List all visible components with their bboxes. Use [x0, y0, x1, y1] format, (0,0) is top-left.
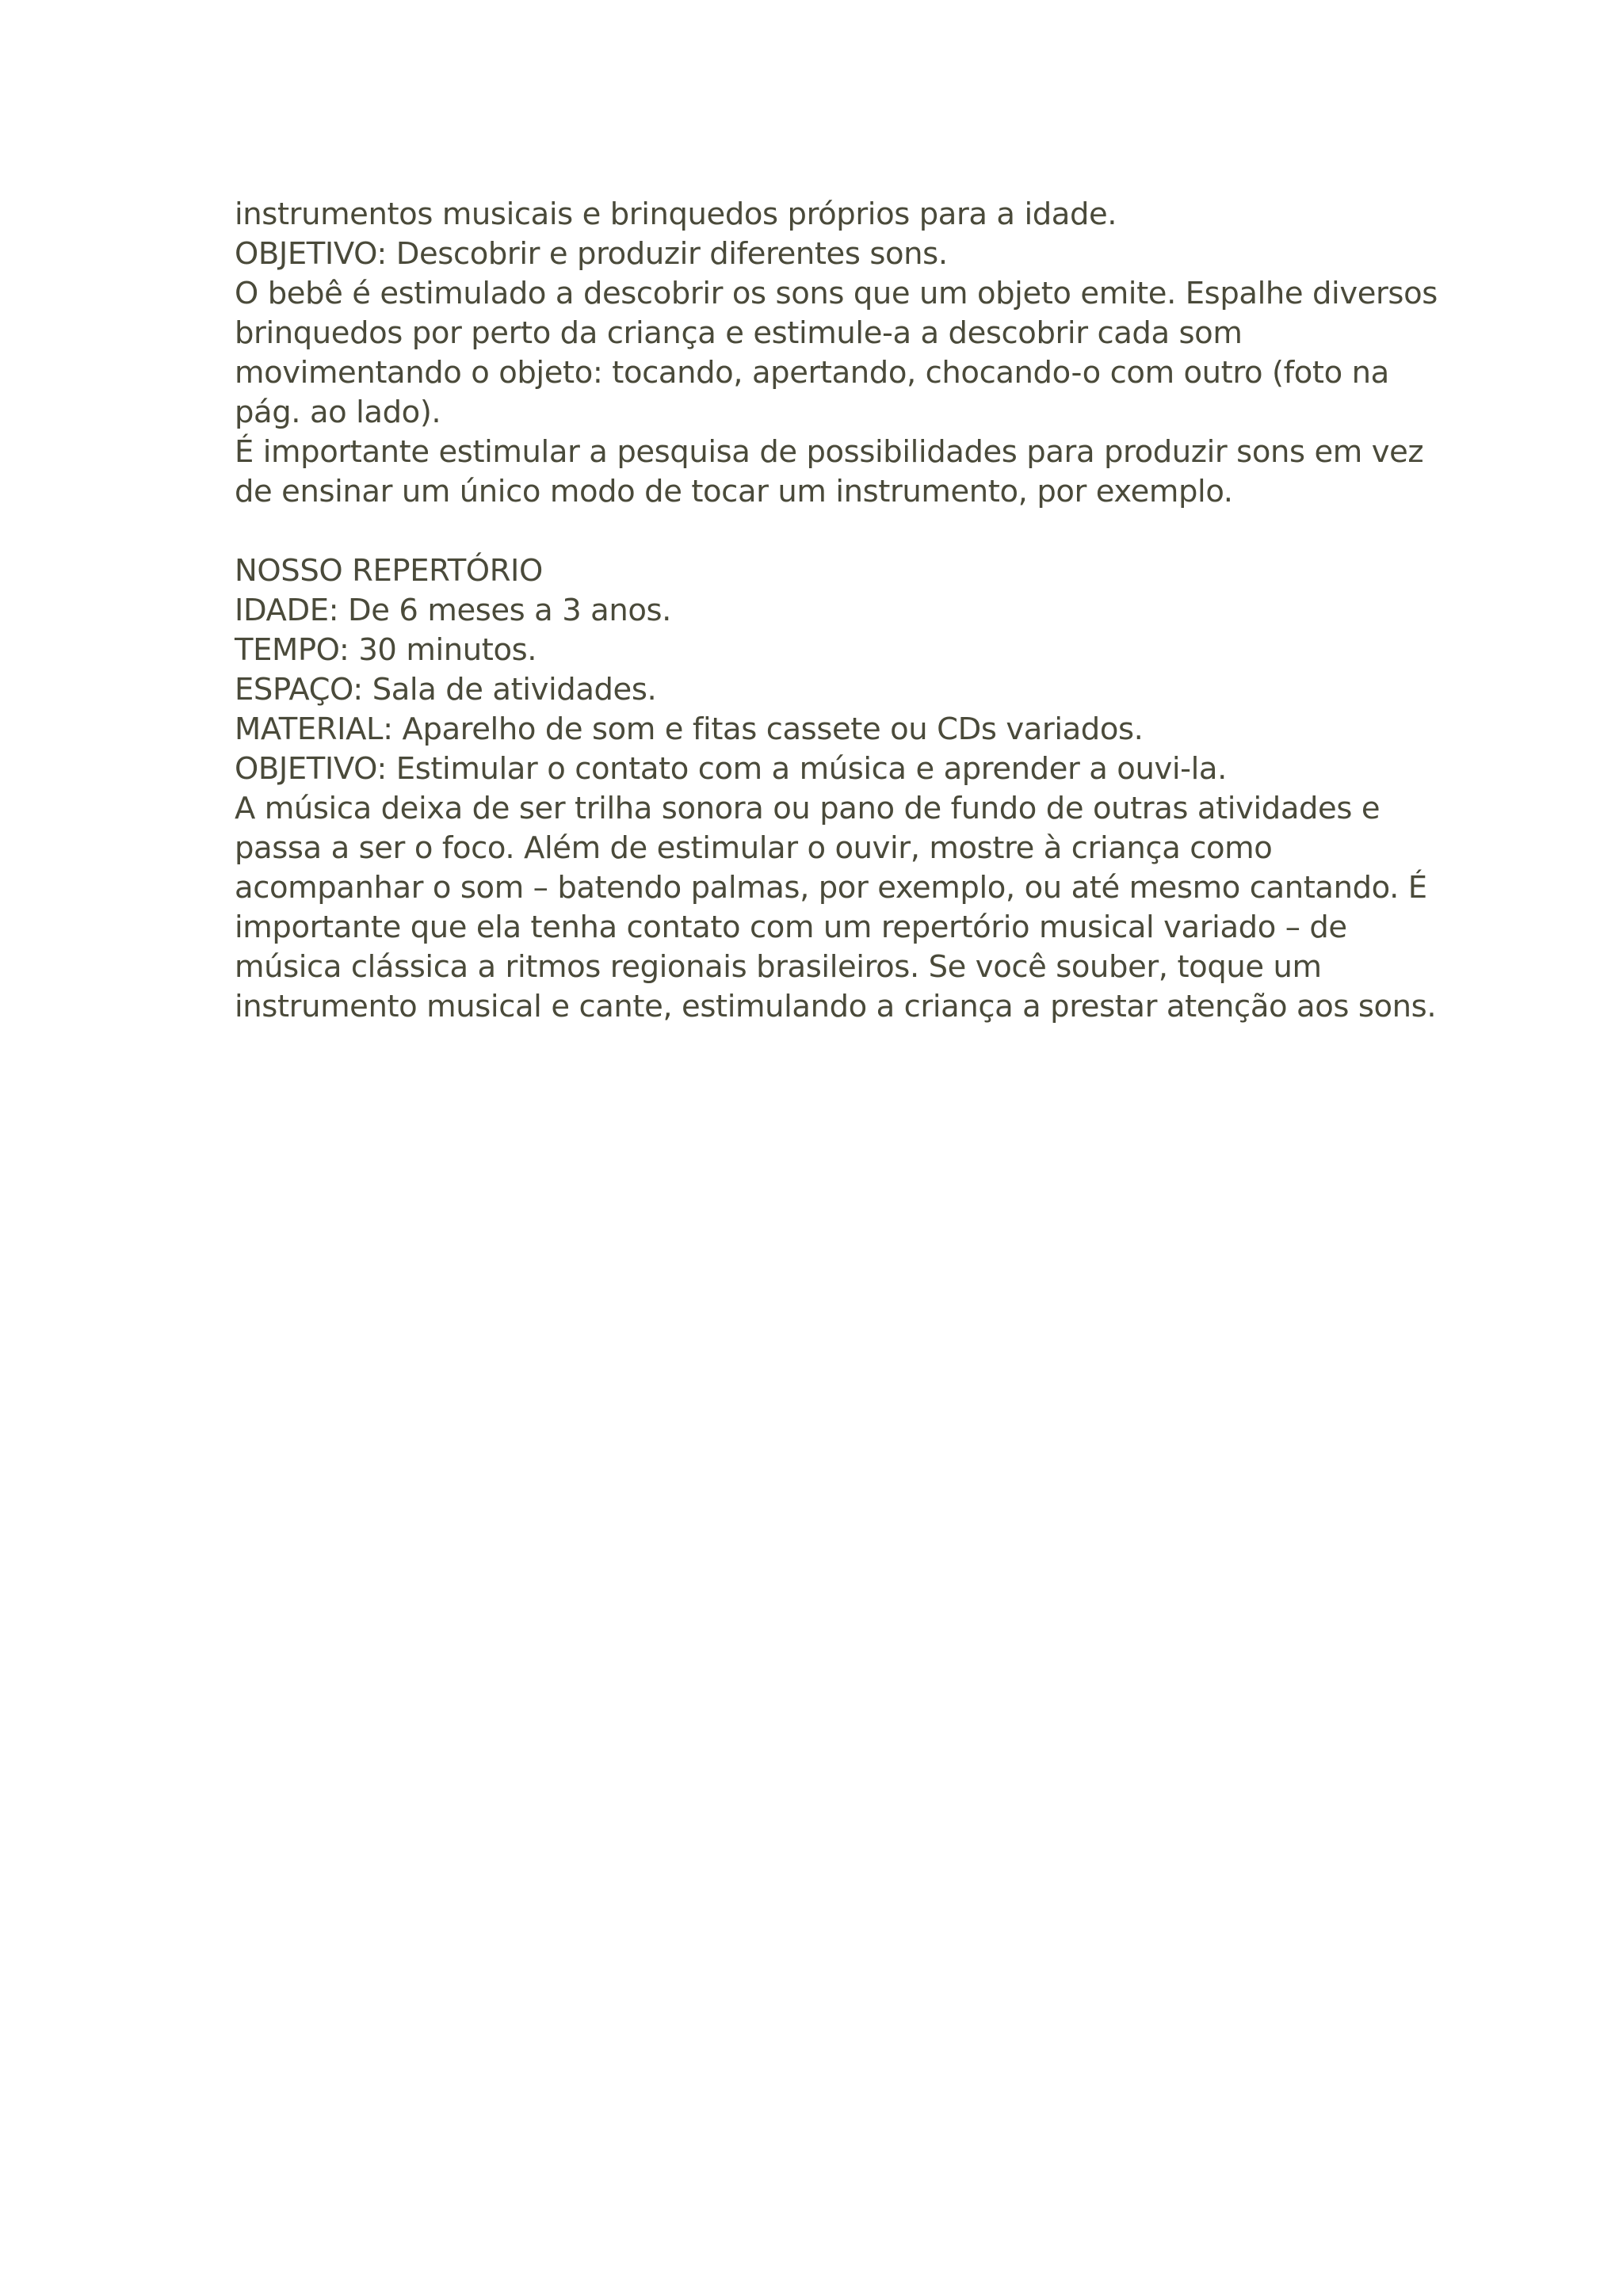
text-line: movimentando o objeto: tocando, apertando, chocando-o com outro (foto na	[235, 355, 1389, 391]
time-line: TEMPO: 30 minutos.	[235, 632, 537, 668]
text-line: importante que ela tenha contato com um repertório musical variado – de	[235, 910, 1347, 945]
section-title: NOSSO REPERTÓRIO	[235, 553, 543, 589]
material-line: MATERIAL: Aparelho de som e fitas cassete ou CDs variados.	[235, 711, 1144, 747]
text-line: música clássica a ritmos regionais brasileiros. Se você souber, toque um	[235, 949, 1322, 985]
text-line: instrumentos musicais e brinquedos próprios para a idade.	[235, 196, 1117, 232]
section-sound-discovery	[235, 195, 1439, 512]
text-line: É importante estimular a pesquisa de possibilidades para produzir sons em vez	[235, 434, 1424, 470]
objective-line: OBJETIVO: Estimular o contato com a música e aprender a ouvi-la.	[235, 751, 1227, 787]
paragraph-spacer	[235, 512, 1439, 551]
text-line: acompanhar o som – batendo palmas, por exemplo, ou até mesmo cantando. É	[235, 870, 1427, 906]
document-body	[235, 195, 1439, 1027]
objective-line: OBJETIVO: Descobrir e produzir diferentes sons.	[235, 236, 948, 272]
age-line: IDADE: De 6 meses a 3 anos.	[235, 593, 671, 628]
text-line: de ensinar um único modo de tocar um instrumento, por exemplo.	[235, 474, 1233, 509]
section-nosso-repertorio	[235, 551, 1439, 1027]
text-line: instrumento musical e cante, estimulando a criança a prestar atenção aos sons.	[235, 989, 1437, 1024]
space-line: ESPAÇO: Sala de atividades.	[235, 672, 657, 707]
text-line: A música deixa de ser trilha sonora ou pano de fundo de outras atividades e	[235, 791, 1381, 826]
text-line: brinquedos por perto da criança e estimule-a a descobrir cada som	[235, 315, 1243, 351]
text-line: O bebê é estimulado a descobrir os sons que um objeto emite. Espalhe diversos	[235, 276, 1438, 311]
text-line: passa a ser o foco. Além de estimular o ouvir, mostre à criança como	[235, 830, 1273, 866]
text-line: pág. ao lado).	[235, 395, 441, 430]
